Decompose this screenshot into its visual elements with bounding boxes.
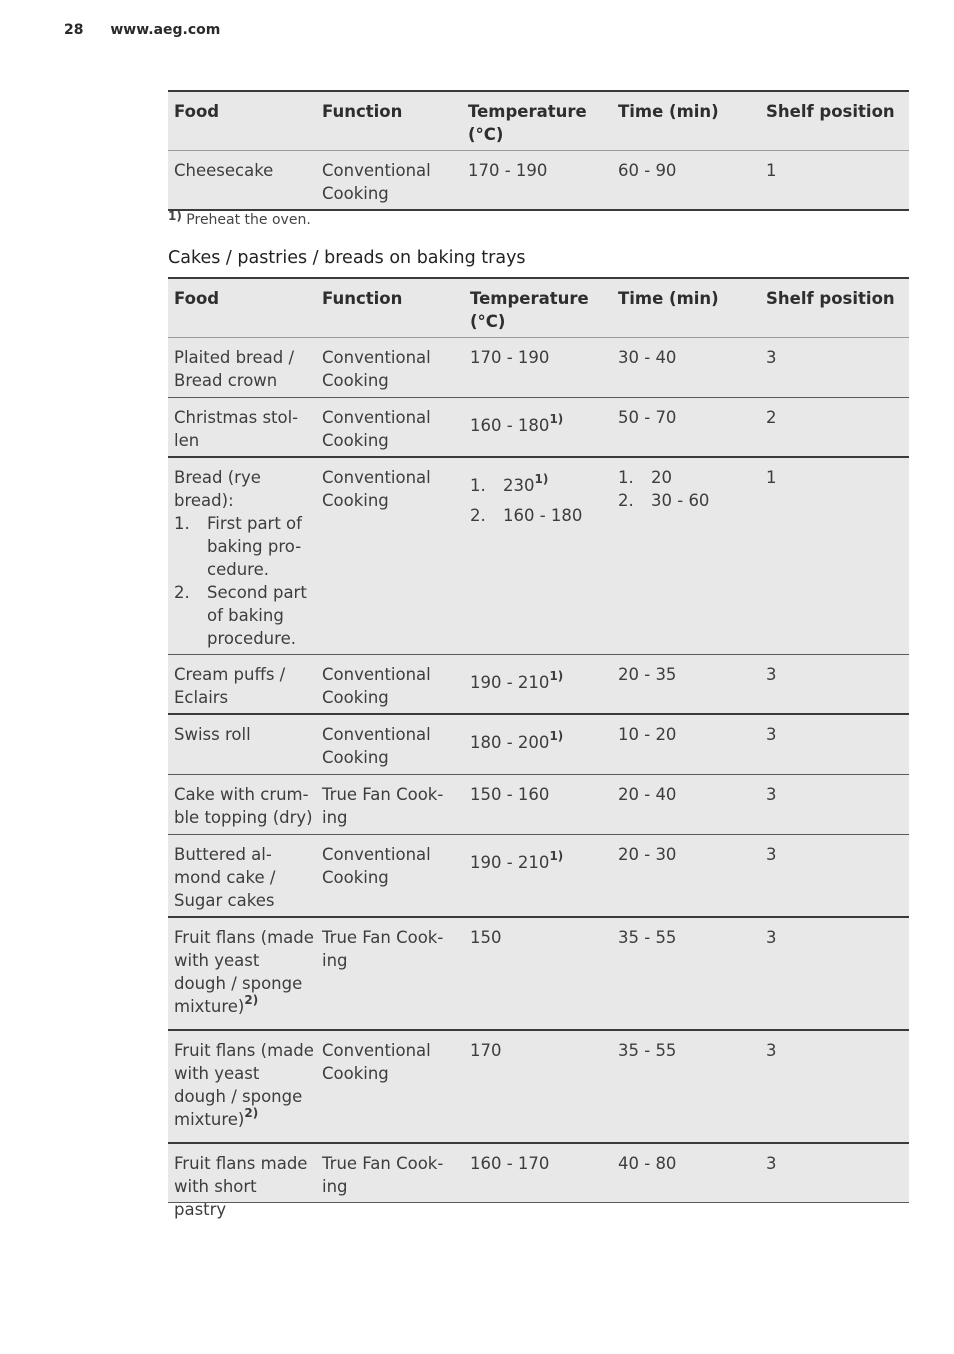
footnote-mark: 2) <box>244 1106 259 1120</box>
header-food: Food <box>174 102 220 121</box>
temperature-cell: 170 <box>470 1041 502 1060</box>
function-cell: Conventional Cooking <box>322 725 431 767</box>
function-cell: Conventional Cooking <box>322 845 431 887</box>
header-temperature: Temperature (°C) <box>468 102 587 144</box>
food-cell: Fruit flans (made with yeast dough / sponge mixture)$^{2)}$ <box>174 928 314 1016</box>
table-row <box>168 655 909 715</box>
time-cell: 60 - 90 <box>618 161 677 180</box>
time-cell: 50 - 70 <box>618 408 677 427</box>
time-cell: 20 - 30 <box>618 845 677 864</box>
header-shelf: Shelf position <box>766 102 895 121</box>
food-steps-list <box>174 512 314 650</box>
food-cell: Christmas stol-len <box>174 408 299 450</box>
time-cell: 35 - 55 <box>618 1041 677 1060</box>
food-cell: Fruit flans made with short pastry <box>174 1154 308 1219</box>
header-time: Time (min) <box>618 289 719 308</box>
time-steps-list <box>618 466 758 512</box>
list-item: 2. 30 - 60 <box>618 491 710 510</box>
function-cell: Conventional Cooking <box>322 161 431 203</box>
table-row <box>168 151 909 211</box>
header-temperature: Temperature (°C) <box>470 289 589 331</box>
food-cell: Cake with crum-ble topping (dry) <box>174 785 313 827</box>
list-item: 2. Second part of baking procedure. <box>174 583 307 648</box>
temperature-value: 160 - 180 <box>470 416 550 435</box>
time-cell <box>618 466 758 512</box>
temperature-cell: 170 - 190 <box>468 161 548 180</box>
temperature-cell <box>470 663 610 694</box>
function-cell: Conventional Cooking <box>322 408 431 450</box>
footnote-mark: 2) <box>244 993 259 1007</box>
food-cell: Buttered al-mond cake / Sugar cakes <box>174 845 276 910</box>
function-cell: Conventional Cooking <box>322 665 431 707</box>
table-caption: Cakes / pastries / breads on baking trays <box>168 248 526 268</box>
shelf-cell: 3 <box>766 665 777 684</box>
table-row <box>168 835 909 918</box>
preheat-mark: 1) <box>534 472 549 486</box>
table-row <box>168 715 909 775</box>
table-row <box>168 1031 909 1144</box>
table-row <box>168 918 909 1031</box>
temperature-cell: 160 - 170 <box>470 1154 550 1173</box>
list-item: 1. 20 <box>618 468 672 487</box>
shelf-cell: 1 <box>766 468 777 487</box>
food-cell: Plaited bread / Bread crown <box>174 348 295 390</box>
table-row <box>168 338 909 398</box>
header-function: Function <box>322 102 403 121</box>
temperature-value: 190 - 210 <box>470 853 550 872</box>
temperature-cell: 150 <box>470 928 502 947</box>
food-cell: Cheesecake <box>174 161 274 180</box>
shelf-cell: 3 <box>766 1154 777 1173</box>
preheat-mark: 1) <box>549 849 564 863</box>
table-row <box>168 1144 909 1219</box>
shelf-cell: 3 <box>766 725 777 744</box>
header-food: Food <box>174 289 220 308</box>
food-cell: Fruit flans (made with yeast dough / sponge mixture)$^{2)}$ <box>174 1041 314 1129</box>
food-title: Bread (rye bread): <box>174 468 261 510</box>
site-url: www.aeg.com <box>110 22 221 38</box>
food-cell: Cream puffs / Eclairs <box>174 665 286 707</box>
food-cell <box>174 466 314 650</box>
table-row <box>168 458 909 655</box>
table-row <box>168 398 909 458</box>
shelf-cell: 3 <box>766 928 777 947</box>
function-cell: True Fan Cook-ing <box>322 1154 444 1196</box>
table-row <box>168 775 909 835</box>
time-cell: 40 - 80 <box>618 1154 677 1173</box>
food-cell: Swiss roll <box>174 725 251 744</box>
temperature-cell <box>470 466 610 527</box>
table-baking-trays <box>168 277 909 1219</box>
preheat-mark: 1) <box>549 412 564 426</box>
temperature-cell <box>470 723 610 754</box>
time-cell: 20 - 35 <box>618 665 677 684</box>
header-shelf: Shelf position <box>766 289 895 308</box>
function-cell: Conventional Cooking <box>322 348 431 390</box>
list-item: 2. 160 - 180 <box>470 506 583 525</box>
page-number: 28 <box>64 22 84 38</box>
shelf-cell: 3 <box>766 348 777 367</box>
header-function: Function <box>322 289 403 308</box>
footnote <box>168 209 311 228</box>
list-item: 1. 230$^{1)}$ <box>470 472 549 495</box>
list-item: 1. First part of baking pro-cedure. <box>174 514 302 579</box>
shelf-cell: 3 <box>766 845 777 864</box>
temperature-cell <box>470 406 610 437</box>
footnote-text: Preheat the oven. <box>186 212 311 228</box>
preheat-mark: 1) <box>549 669 564 683</box>
temperature-steps-list <box>470 466 610 527</box>
time-cell: 10 - 20 <box>618 725 677 744</box>
shelf-cell: 2 <box>766 408 777 427</box>
time-cell: 20 - 40 <box>618 785 677 804</box>
temperature-cell: 170 - 190 <box>470 348 550 367</box>
table-cheesecake <box>168 90 909 211</box>
header-time: Time (min) <box>618 102 719 121</box>
shelf-cell: 1 <box>766 161 777 180</box>
preheat-mark: 1) <box>549 729 564 743</box>
temperature-value: 180 - 200 <box>470 733 550 752</box>
footnote-mark: 1) <box>168 209 182 223</box>
table-header-row <box>168 90 909 151</box>
shelf-cell: 3 <box>766 1041 777 1060</box>
time-cell: 35 - 55 <box>618 928 677 947</box>
function-cell: Conventional Cooking <box>322 468 431 510</box>
function-cell: True Fan Cook-ing <box>322 928 444 970</box>
page-header <box>64 22 220 38</box>
time-cell: 30 - 40 <box>618 348 677 367</box>
function-cell: Conventional Cooking <box>322 1041 431 1083</box>
function-cell: True Fan Cook-ing <box>322 785 444 827</box>
temperature-value: 190 - 210 <box>470 673 550 692</box>
temperature-cell <box>470 843 610 874</box>
table-header-row <box>168 277 909 338</box>
shelf-cell: 3 <box>766 785 777 804</box>
temperature-cell: 150 - 160 <box>470 785 550 804</box>
